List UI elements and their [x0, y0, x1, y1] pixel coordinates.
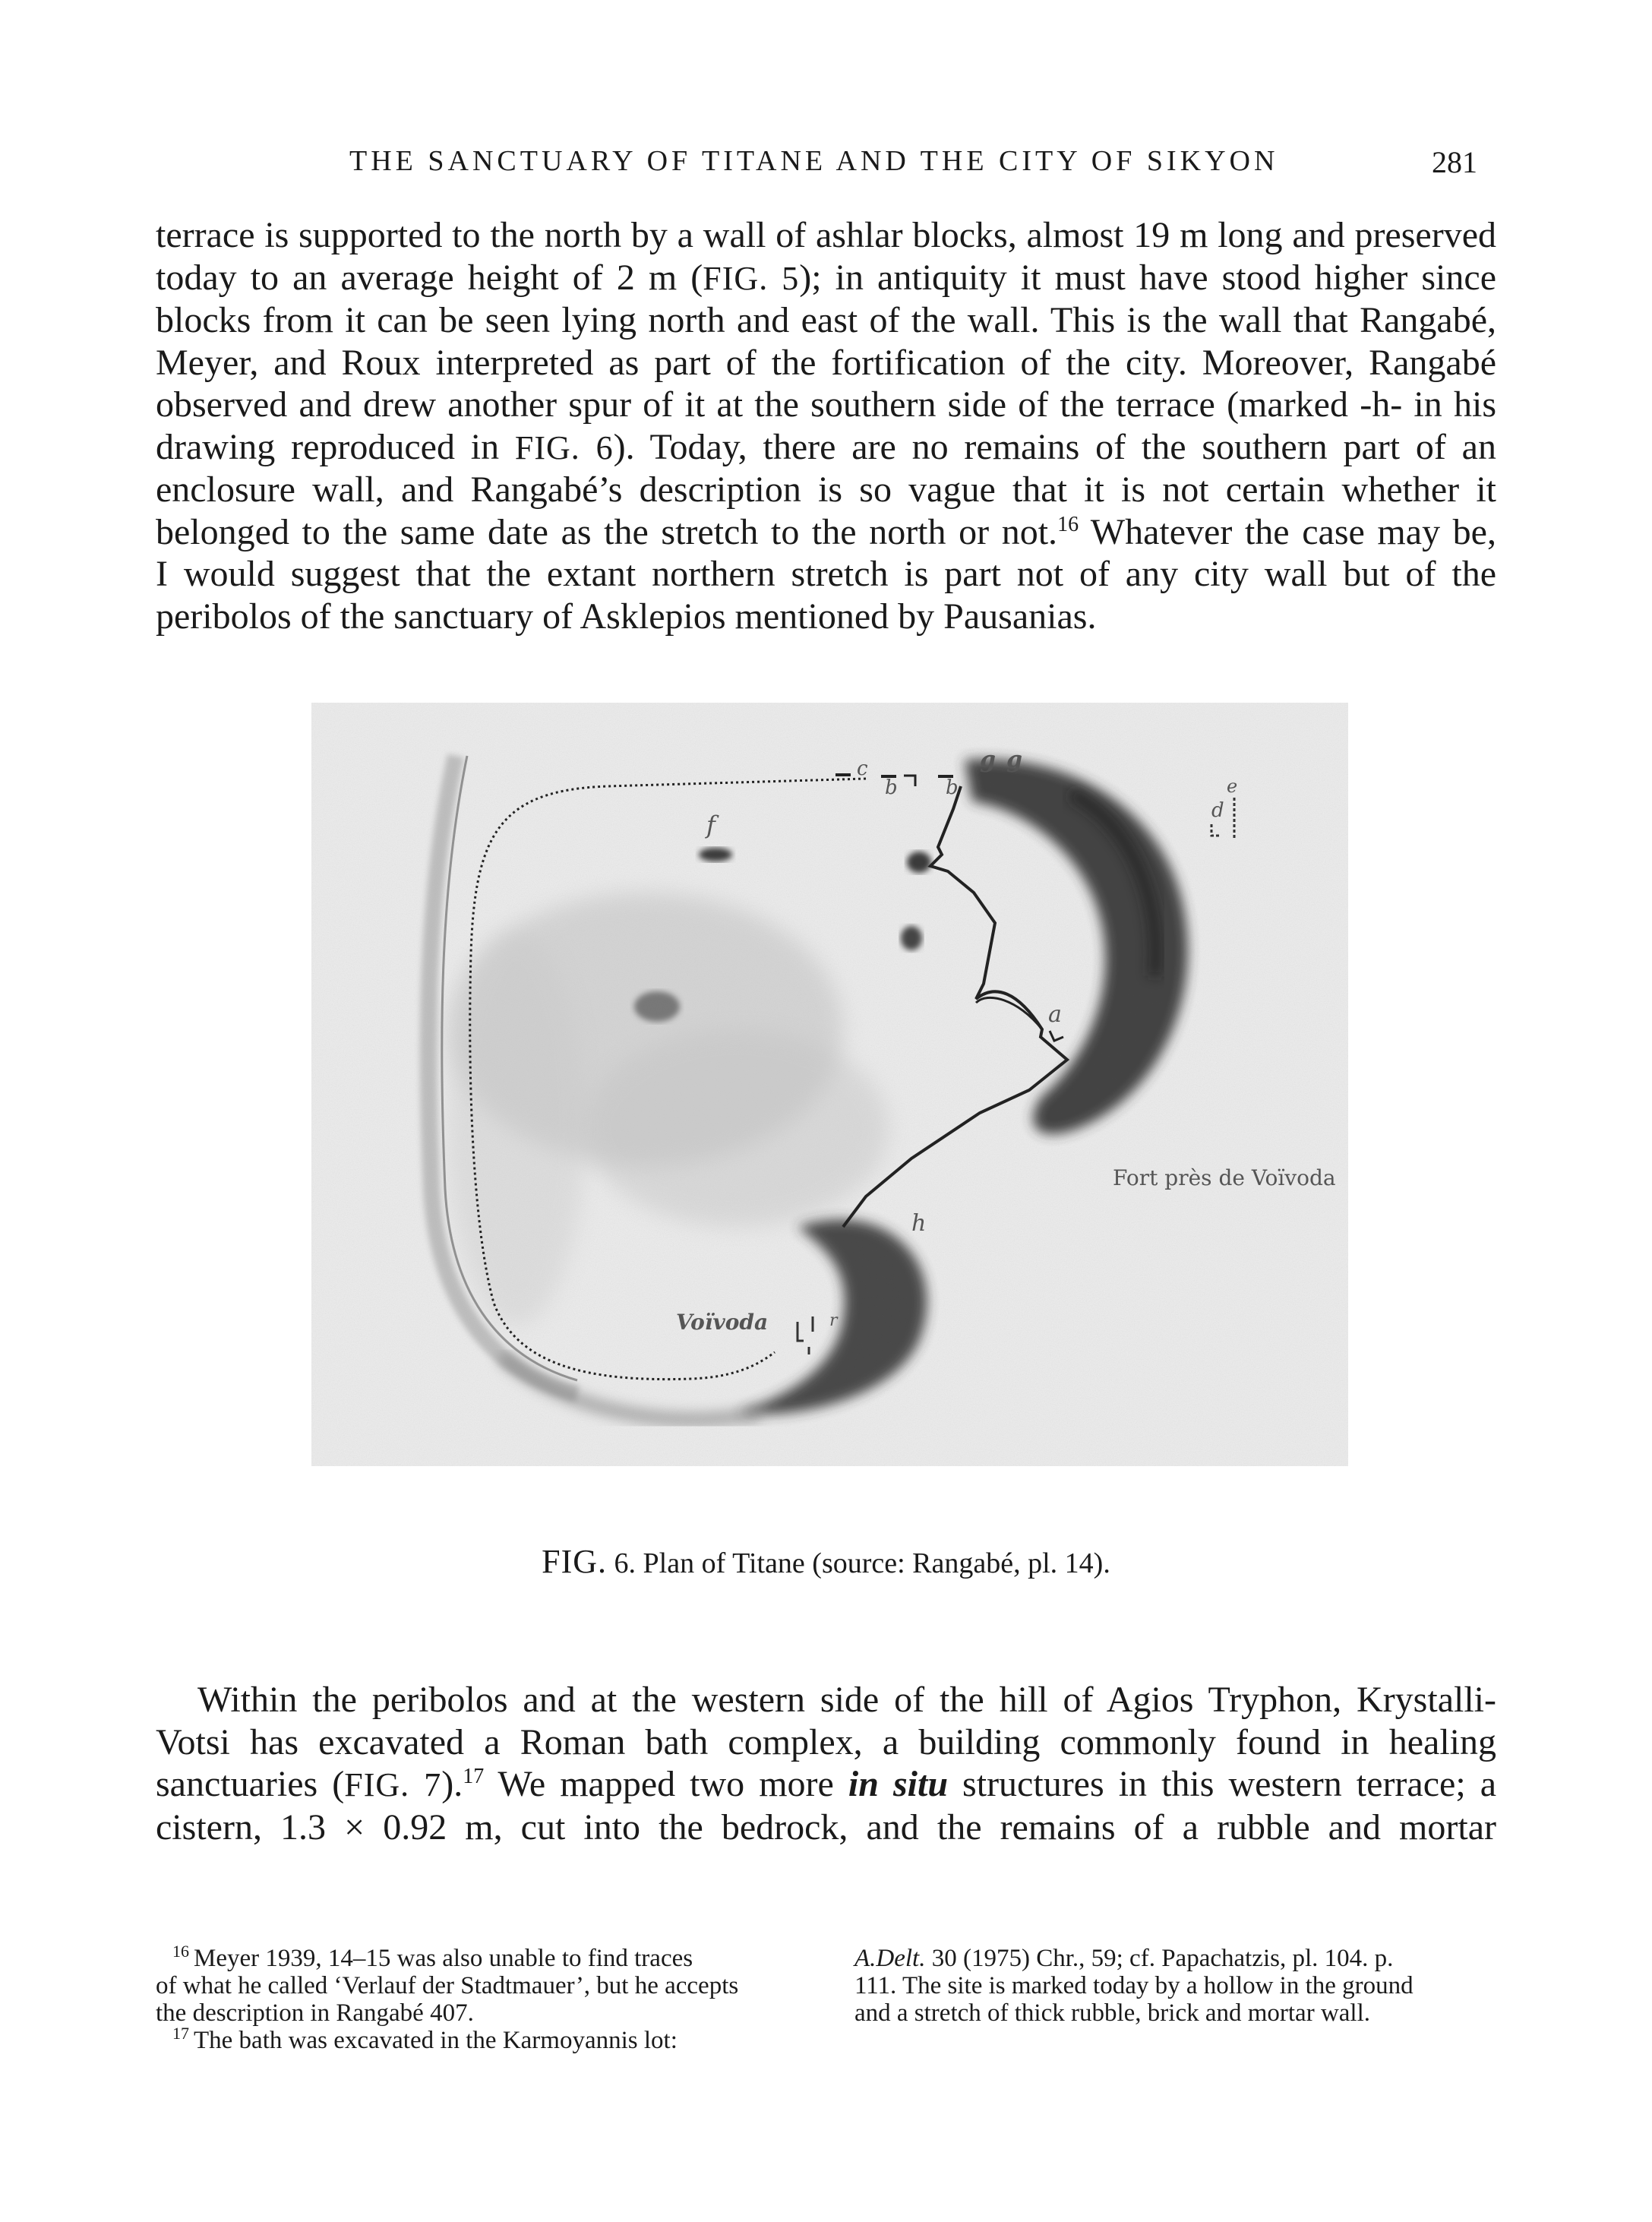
map-label-b: b: [946, 776, 959, 799]
text-line: [156, 426, 1496, 469]
footnote-text-line: of what he called ‘Verlauf der Stadtmauer’, but he accepts: [156, 1972, 739, 1999]
map-label-g: g: [980, 747, 996, 773]
map-label-d: d: [1211, 799, 1224, 822]
text-line: terrace is supported to the north by a wall of ashlar blocks, almost 19 m long and preserved: [156, 215, 1496, 255]
text-line: Meyer, and Roux interpreted as part of the fortification of the city. Moreover, Rangabé: [156, 342, 1496, 383]
terrain-shading: [585, 1029, 889, 1227]
footnote-text: The bath was excavated in the Karmoyannis lot:: [194, 2027, 678, 2054]
footnote-text-line: [854, 1945, 1492, 1972]
feature-spot: [634, 991, 680, 1022]
map-label-r: r: [829, 1311, 838, 1330]
text-line: blocks from it can be seen lying north and east of the wall. This is the wall that Rangabé,: [156, 300, 1496, 340]
footnote-ref-16[interactable]: 16: [1057, 512, 1079, 536]
text-line: [156, 511, 1496, 554]
footnote-text-line: 111. The site is marked today by a hollow in the ground: [854, 1972, 1414, 1999]
text-line: peribolos of the sanctuary of Asklepios mentioned by Pausanias.: [156, 596, 1097, 637]
caption-text: 6. Plan of Titane (source: Rangabé, pl. 14).: [614, 1547, 1110, 1579]
text-run: ). Today, there are no remains of the southern part of an: [613, 426, 1496, 467]
text-line: [156, 1763, 1496, 1806]
journal-abbrev: A.Delt.: [854, 1945, 926, 1972]
text-run: belonged to the same date as the stretch to the north or not.: [156, 511, 1058, 552]
map-label-fort: Fort près de Voïvoda: [1113, 1165, 1336, 1190]
text-run: We mapped two more: [484, 1764, 848, 1804]
footnote-column-left: [156, 1942, 794, 2054]
footnote-text: Meyer 1939, 14–15 was also unable to find traces: [194, 1945, 693, 1972]
map-label-h: h: [911, 1210, 927, 1237]
text-run: structures in this western terrace; a: [948, 1764, 1497, 1804]
footnote-mark: 16: [172, 1942, 189, 1961]
map-label-f: f: [706, 811, 715, 839]
paragraph-1: [156, 214, 1496, 637]
feature-spot: [907, 852, 931, 873]
map-label-voivoda: Voïvoda: [676, 1310, 769, 1335]
footnote-mark: 17: [172, 2024, 189, 2043]
footnote-text: 30 (1975) Chr., 59; cf. Papachatzis, pl. 104. p.: [925, 1945, 1394, 1972]
page-number: 281: [1432, 145, 1477, 179]
text-line: Votsi has excavated a Roman bath complex, a building commonly found in healing: [156, 1721, 1496, 1762]
map-illustration: [311, 703, 1348, 1466]
text-line: [156, 257, 1496, 300]
figure-reference-5[interactable]: FIG. 5: [703, 259, 800, 297]
feature-spot: [901, 926, 922, 950]
footnote-16: [156, 1942, 794, 1972]
terrain-shading: [448, 931, 585, 1326]
figure-reference-6[interactable]: FIG. 6: [514, 428, 614, 466]
plan-of-titane-figure: [311, 703, 1348, 1466]
text-line: observed and drew another spur of it at the southern side of the terrace (marked -h- in his: [156, 384, 1496, 425]
running-title: THE SANCTUARY OF TITANE AND THE CITY OF SIKYON: [349, 145, 1279, 177]
footnote-ref-17[interactable]: 17: [463, 1765, 485, 1788]
map-label-g: g: [1006, 747, 1022, 773]
paragraph-2: [156, 1679, 1496, 1848]
map-label-c: c: [857, 757, 868, 780]
text-run: today to an average height of 2 m (: [156, 257, 703, 298]
footnote-text-line: and a stretch of thick rubble, brick and mortar wall.: [854, 1999, 1371, 2027]
in-situ-term: in situ: [848, 1764, 949, 1804]
map-label-a: a: [1048, 1001, 1062, 1028]
footnote-column-right: [854, 1945, 1492, 2027]
text-run: Whatever the case may be,: [1079, 511, 1496, 552]
text-line: cistern, 1.3 × 0.92 m, cut into the bedrock, and the remains of a rubble and mortar: [156, 1806, 1496, 1847]
text-run: sanctuaries (: [156, 1764, 345, 1804]
figure-caption: [0, 1542, 1652, 1581]
footnote-text-line: the description in Rangabé 407.: [156, 1999, 474, 2027]
text-run: ).: [441, 1764, 463, 1804]
map-label-b: b: [885, 776, 898, 799]
figure-reference-7[interactable]: FIG. 7: [344, 1766, 442, 1803]
map-label-e: e: [1227, 776, 1238, 797]
caption-fig-label: FIG.: [542, 1543, 608, 1580]
feature-f-spot: [699, 848, 732, 861]
text-line: Within the peribolos and at the western side of the hill of Agios Tryphon, Krystalli-: [197, 1680, 1496, 1720]
text-line: enclosure wall, and Rangabé’s description is so vague that it is not certain whether it: [156, 469, 1496, 510]
text-run: ); in antiquity it must have stood higher since: [799, 257, 1496, 298]
text-run: drawing reproduced in: [156, 426, 515, 467]
footnote-17: [156, 2024, 794, 2054]
text-line: I would suggest that the extant northern stretch is part not of any city wall but of the: [156, 554, 1496, 594]
